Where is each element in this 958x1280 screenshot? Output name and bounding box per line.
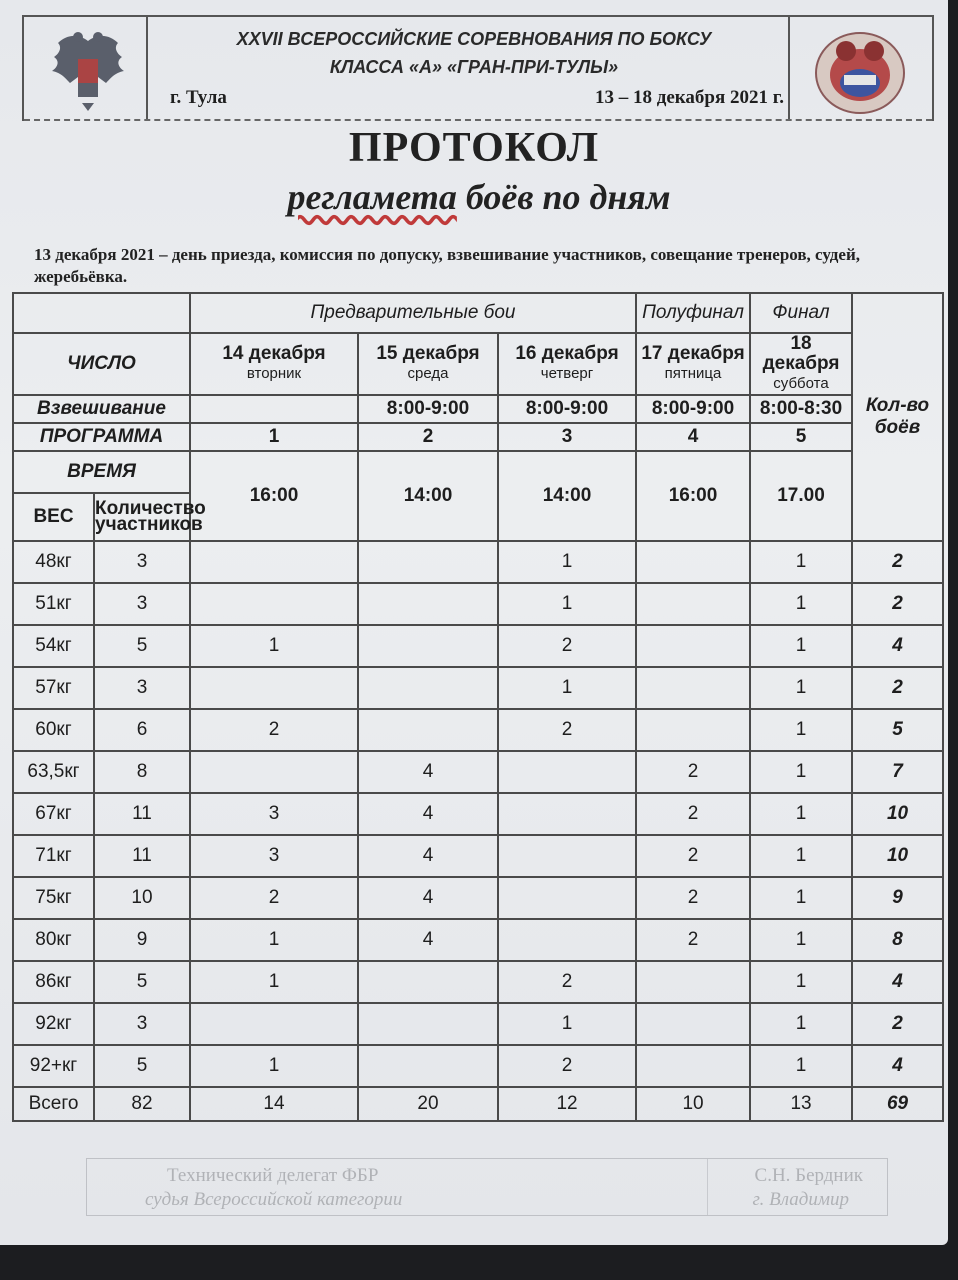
letterhead-logo-cell (788, 17, 932, 121)
cell-bouts-15: 4 (358, 919, 498, 961)
cell-bouts-15 (358, 667, 498, 709)
cell-bouts-17 (636, 1045, 750, 1087)
boxing-federation-logo-icon (800, 25, 920, 117)
group-semi: Полуфинал (636, 293, 750, 333)
cell-bouts-14: 1 (190, 961, 358, 1003)
cell-bouts-16: 2 (498, 961, 636, 1003)
day-16: 16 декабря четверг (498, 333, 636, 395)
cell-bouts-15: 4 (358, 751, 498, 793)
totals-18: 13 (750, 1087, 852, 1121)
cell-bouts-14: 2 (190, 709, 358, 751)
cell-bouts-total: 10 (852, 835, 943, 877)
signer-city: г. Владимир (752, 1189, 849, 1210)
cell-weight: 92кг (13, 1003, 94, 1045)
cell-bouts-16: 1 (498, 1003, 636, 1045)
cell-bouts-14: 1 (190, 1045, 358, 1087)
cell-bouts-17 (636, 583, 750, 625)
cell-weight: 54кг (13, 625, 94, 667)
cell-bouts-14: 3 (190, 835, 358, 877)
weighin-16: 8:00-9:00 (498, 395, 636, 423)
cell-bouts-16 (498, 835, 636, 877)
cell-bouts-17: 2 (636, 835, 750, 877)
cell-bouts-18: 1 (750, 1045, 852, 1087)
cell-weight: 80кг (13, 919, 94, 961)
cell-bouts-17 (636, 625, 750, 667)
signer-role: Технический делегат ФБР (167, 1165, 379, 1186)
letterhead-emblem-cell (24, 17, 148, 121)
cell-bouts-total: 2 (852, 1003, 943, 1045)
letterhead-line-1: XXVII ВСЕРОССИЙСКИЕ СОРЕВНОВАНИЯ ПО БОКСУ (236, 29, 712, 49)
cell-participants: 11 (94, 793, 190, 835)
cell-bouts-15 (358, 625, 498, 667)
cell-participants: 5 (94, 1045, 190, 1087)
signer-name: С.Н. Бердник (754, 1165, 863, 1186)
cell-bouts-15 (358, 1003, 498, 1045)
cell-bouts-18: 1 (750, 583, 852, 625)
cell-bouts-18: 1 (750, 793, 852, 835)
cell-participants: 3 (94, 583, 190, 625)
weight-rows (13, 541, 943, 1087)
cell-weight: 51кг (13, 583, 94, 625)
cell-bouts-16 (498, 793, 636, 835)
time-14: 16:00 (190, 451, 358, 541)
table-row (13, 877, 943, 919)
cell-participants: 9 (94, 919, 190, 961)
subtitle-misspelled-word: регламета (287, 177, 457, 217)
time-17: 16:00 (636, 451, 750, 541)
signature-divider (707, 1159, 708, 1215)
table-row (13, 667, 943, 709)
label-weighin: Взвешивание (13, 395, 190, 423)
cell-bouts-15 (358, 1045, 498, 1087)
table-row (13, 1003, 943, 1045)
table-row (13, 583, 943, 625)
cell-bouts-17: 2 (636, 919, 750, 961)
cell-bouts-total: 5 (852, 709, 943, 751)
program-15: 2 (358, 423, 498, 451)
totals-row (13, 1087, 943, 1121)
cell-bouts-14 (190, 583, 358, 625)
cell-participants: 5 (94, 625, 190, 667)
cell-bouts-18: 1 (750, 625, 852, 667)
cell-bouts-18: 1 (750, 835, 852, 877)
schedule-table (12, 292, 944, 1122)
time-18: 17.00 (750, 451, 852, 541)
signature-block (86, 1158, 888, 1216)
subtitle-rest: боёв по дням (456, 177, 671, 217)
cell-bouts-18: 1 (750, 751, 852, 793)
document-title: ПРОТОКОЛ (348, 125, 600, 171)
cell-participants: 3 (94, 667, 190, 709)
cell-bouts-16: 2 (498, 625, 636, 667)
label-time: ВРЕМЯ (13, 451, 190, 493)
totals-14: 14 (190, 1087, 358, 1121)
cell-bouts-18: 1 (750, 877, 852, 919)
cell-bouts-total: 9 (852, 877, 943, 919)
cell-weight: 92+кг (13, 1045, 94, 1087)
cell-weight: 86кг (13, 961, 94, 1003)
cell-weight: 67кг (13, 793, 94, 835)
header-total-bouts: Кол-во боёв (852, 293, 943, 541)
cell-bouts-16: 2 (498, 709, 636, 751)
cell-bouts-14: 2 (190, 877, 358, 919)
table-row (13, 1045, 943, 1087)
cell-bouts-16: 1 (498, 667, 636, 709)
totals-label: Всего (13, 1087, 94, 1121)
cell-bouts-14 (190, 751, 358, 793)
letterhead-city: г. Тула (170, 87, 227, 108)
totals-16: 12 (498, 1087, 636, 1121)
cell-bouts-18: 1 (750, 667, 852, 709)
cell-bouts-17: 2 (636, 877, 750, 919)
cell-bouts-15 (358, 583, 498, 625)
cell-participants: 3 (94, 541, 190, 583)
day-15: 15 декабря среда (358, 333, 498, 395)
double-headed-eagle-emblem-icon (48, 27, 128, 111)
table-row (13, 961, 943, 1003)
header-row-groups (13, 293, 943, 333)
corner-cell (13, 293, 190, 333)
cell-participants: 10 (94, 877, 190, 919)
cell-bouts-total: 4 (852, 961, 943, 1003)
cell-bouts-17 (636, 709, 750, 751)
label-date: ЧИСЛО (13, 333, 190, 395)
program-16: 3 (498, 423, 636, 451)
cell-bouts-18: 1 (750, 709, 852, 751)
table-row (13, 541, 943, 583)
cell-bouts-14 (190, 667, 358, 709)
cell-bouts-16: 1 (498, 583, 636, 625)
cell-bouts-18: 1 (750, 1003, 852, 1045)
totals-15: 20 (358, 1087, 498, 1121)
cell-weight: 57кг (13, 667, 94, 709)
cell-bouts-total: 8 (852, 919, 943, 961)
cell-bouts-14: 1 (190, 919, 358, 961)
program-17: 4 (636, 423, 750, 451)
table-row (13, 709, 943, 751)
cell-bouts-15: 4 (358, 877, 498, 919)
cell-bouts-total: 10 (852, 793, 943, 835)
cell-bouts-16: 2 (498, 1045, 636, 1087)
program-14: 1 (190, 423, 358, 451)
cell-bouts-17: 2 (636, 751, 750, 793)
totals-participants: 82 (94, 1087, 190, 1121)
day-18: 18 декабря суббота (750, 333, 852, 395)
time-15: 14:00 (358, 451, 498, 541)
cell-bouts-17: 2 (636, 793, 750, 835)
cell-bouts-16: 1 (498, 541, 636, 583)
cell-bouts-16 (498, 751, 636, 793)
group-final: Финал (750, 293, 852, 333)
letterhead (22, 15, 934, 121)
cell-bouts-total: 2 (852, 667, 943, 709)
weighin-15: 8:00-9:00 (358, 395, 498, 423)
cell-bouts-total: 2 (852, 541, 943, 583)
cell-weight: 71кг (13, 835, 94, 877)
table-row (13, 793, 943, 835)
cell-bouts-14: 1 (190, 625, 358, 667)
cell-bouts-total: 4 (852, 625, 943, 667)
intro-paragraph: 13 декабря 2021 – день приезда, комиссия по допуску, взвешивание участников, совещание тренеров, судей, жеребьёвка. (34, 245, 860, 286)
letterhead-underline (24, 119, 932, 121)
cell-bouts-total: 7 (852, 751, 943, 793)
signer-category: судья Всероссийской категории (145, 1189, 403, 1210)
day-17: 17 декабря пятница (636, 333, 750, 395)
cell-bouts-15 (358, 709, 498, 751)
weighin-18: 8:00-8:30 (750, 395, 852, 423)
header-row-dates (13, 333, 943, 395)
totals-bouts: 69 (852, 1087, 943, 1121)
cell-bouts-14 (190, 1003, 358, 1045)
time-16: 14:00 (498, 451, 636, 541)
table-row (13, 751, 943, 793)
cell-participants: 8 (94, 751, 190, 793)
cell-bouts-17 (636, 1003, 750, 1045)
header-row-program (13, 423, 943, 451)
cell-bouts-total: 4 (852, 1045, 943, 1087)
cell-weight: 48кг (13, 541, 94, 583)
cell-participants: 6 (94, 709, 190, 751)
program-18: 5 (750, 423, 852, 451)
header-row-weighin (13, 395, 943, 423)
cell-participants: 5 (94, 961, 190, 1003)
cell-bouts-17 (636, 667, 750, 709)
cell-bouts-15: 4 (358, 793, 498, 835)
group-prelim: Предварительные бои (190, 293, 636, 333)
totals-17: 10 (636, 1087, 750, 1121)
cell-bouts-17 (636, 961, 750, 1003)
cell-bouts-15: 4 (358, 835, 498, 877)
weighin-14 (190, 395, 358, 423)
table-row (13, 835, 943, 877)
label-program: ПРОГРАММА (13, 423, 190, 451)
cell-bouts-18: 1 (750, 961, 852, 1003)
cell-participants: 11 (94, 835, 190, 877)
cell-bouts-15 (358, 541, 498, 583)
letterhead-line-2: КЛАССА «А» «ГРАН-ПРИ-ТУЛЫ» (329, 57, 619, 77)
cell-weight: 60кг (13, 709, 94, 751)
letterhead-dates: 13 – 18 декабря 2021 г. (594, 87, 784, 108)
weighin-17: 8:00-9:00 (636, 395, 750, 423)
label-participants: Количество участников (94, 493, 190, 541)
day-14: 14 декабря вторник (190, 333, 358, 395)
table-row (13, 919, 943, 961)
cell-weight: 75кг (13, 877, 94, 919)
cell-bouts-16 (498, 919, 636, 961)
document-subtitle (0, 176, 958, 218)
cell-bouts-14 (190, 541, 358, 583)
label-weight: ВЕС (13, 493, 94, 541)
cell-bouts-total: 2 (852, 583, 943, 625)
header-row-time (13, 451, 943, 493)
cell-bouts-17 (636, 541, 750, 583)
cell-participants: 3 (94, 1003, 190, 1045)
cell-weight: 63,5кг (13, 751, 94, 793)
cell-bouts-15 (358, 961, 498, 1003)
cell-bouts-18: 1 (750, 541, 852, 583)
table-row (13, 625, 943, 667)
cell-bouts-16 (498, 877, 636, 919)
cell-bouts-18: 1 (750, 919, 852, 961)
cell-bouts-14: 3 (190, 793, 358, 835)
